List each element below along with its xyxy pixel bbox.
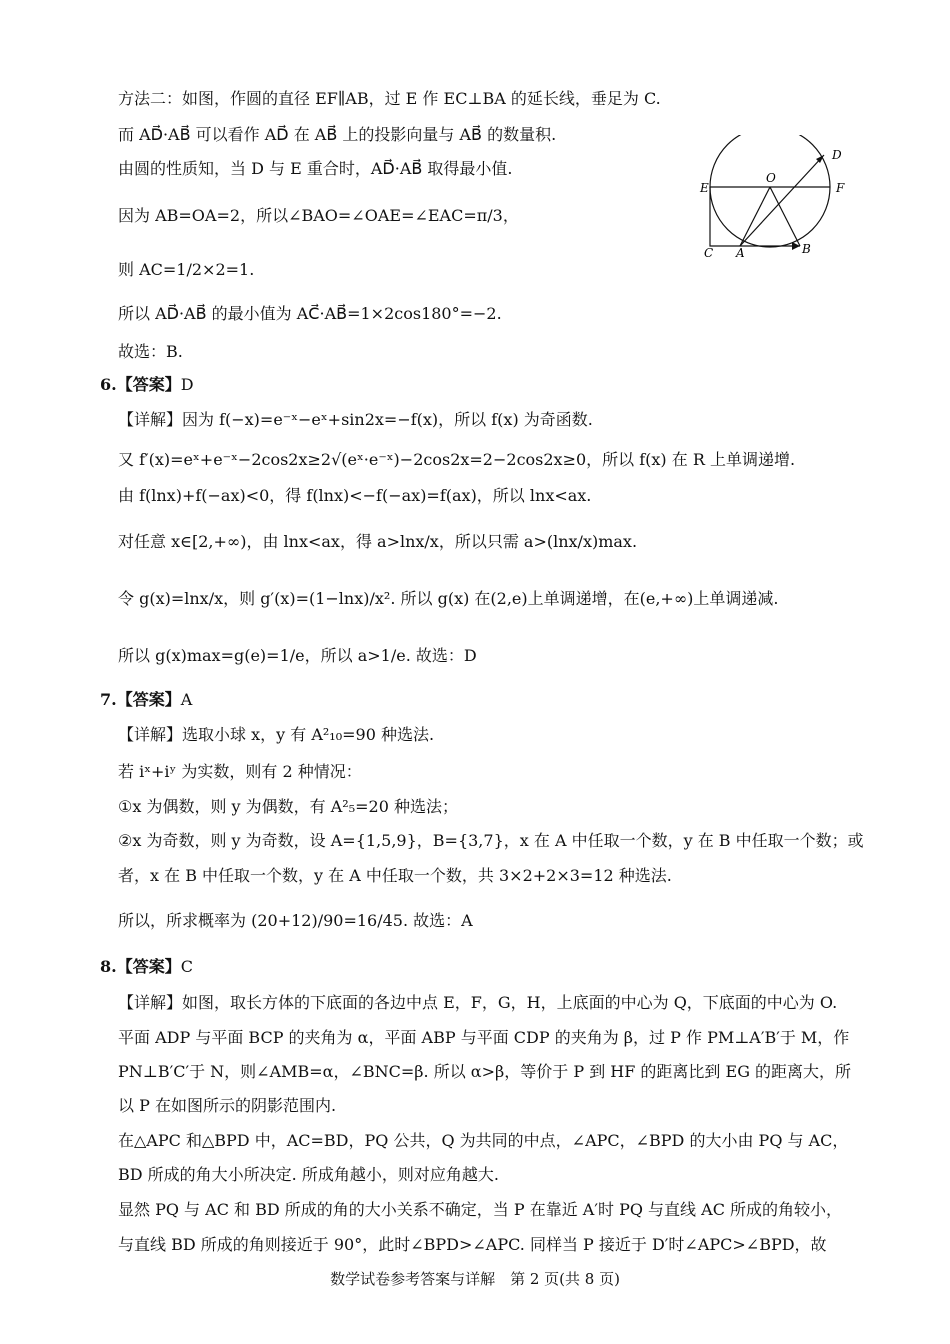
q8-line-2: 平面 ADP 与平面 BCP 的夹角为 α，平面 ABP 与平面 CDP 的夹角为 β，过 P 作 PM⊥A′B′于 M，作: [118, 1028, 850, 1047]
q8-line-3: PN⊥B′C′于 N，则∠AMB=α，∠BNC=β. 所以 α>β，等价于 P 到 HF 的距离比到 EG 的距离大，所: [118, 1062, 852, 1081]
method2-line-2: 而 AD⃗·AB⃗ 可以看作 AD⃗ 在 AB⃗ 上的投影向量与 AB⃗ 的数量积.: [118, 125, 557, 144]
q7-answer: A: [180, 690, 193, 709]
q6-line-6: 所以 g(x)max=g(e)=1/e，所以 a>1/e. 故选：D: [118, 646, 477, 665]
method2-line-7: 故选：B.: [118, 342, 183, 361]
q7-line-6: 所以，所求概率为 (20+12)/90=16/45. 故选：A: [118, 911, 473, 930]
label-f: F: [836, 181, 845, 195]
method2-line-1: 方法二：如图，作圆的直径 EF∥AB，过 E 作 EC⊥BA 的延长线，垂足为 C.: [118, 89, 661, 108]
method2-line-5: 则 AC=1/2×2=1.: [118, 260, 255, 279]
q7-header: 7.【答案】: [100, 690, 181, 709]
q8-header: 8.【答案】: [100, 957, 181, 976]
q6-line-5: 令 g(x)=lnx/x，则 g′(x)=(1−lnx)/x². 所以 g(x) 在(2,e)上单调递增，在(e,+∞)上单调递减.: [118, 589, 779, 608]
label-d: D: [832, 148, 842, 162]
page-footer: 数学试卷参考答案与详解 第 2 页(共 8 页): [330, 1270, 620, 1288]
q8-line-7: 显然 PQ 与 AC 和 BD 所成的角的大小关系不确定，当 P 在靠近 A′时 PQ 与直线 AC 所成的角较小，: [118, 1200, 843, 1219]
q6-line-4: 对任意 x∈[2,+∞)，由 lnx<ax，得 a>lnx/x，所以只需 a>(lnx/x)max.: [118, 532, 638, 551]
method2-line-3: 由圆的性质知，当 D 与 E 重合时，AD⃗·AB⃗ 取得最小值.: [118, 159, 513, 178]
label-e: E: [700, 181, 709, 195]
q6-heading: [100, 374, 194, 396]
q7-line-2: 若 iˣ+iʸ 为实数，则有 2 种情况：: [118, 762, 362, 781]
q6-header: 6.【答案】: [100, 375, 181, 394]
label-o: O: [766, 171, 776, 185]
q6-line-2: 又 f′(x)=eˣ+e⁻ˣ−2cos2x≥2√(eˣ·e⁻ˣ)−2cos2x=2−2cos2x≥0，所以 f(x) 在 R 上单调递增.: [118, 450, 796, 469]
q7-line-4: ②x 为奇数，则 y 为奇数，设 A={1,5,9}，B={3,7}，x 在 A 中任取一个数，y 在 B 中任取一个数；或: [118, 831, 864, 850]
label-c: C: [704, 246, 714, 260]
label-b: B: [802, 242, 811, 256]
q7-heading: [100, 689, 192, 711]
q6-line-1: 【详解】因为 f(−x)=e⁻ˣ−eˣ+sin2x=−f(x)，所以 f(x) 为奇函数.: [118, 410, 593, 429]
q7-line-1: 【详解】选取小球 x，y 有 A²₁₀=90 种选法.: [118, 725, 435, 744]
q8-line-4: 以 P 在如图所示的阴影范围内.: [118, 1096, 337, 1115]
label-a: A: [736, 246, 745, 260]
q6-line-3: 由 f(lnx)+f(−ax)<0，得 f(lnx)<−f(−ax)=f(ax)，所以 lnx<ax.: [118, 486, 592, 505]
q8-answer: C: [180, 957, 193, 976]
q8-line-5: 在△APC 和△BPD 中，AC=BD，PQ 公共，Q 为共同的中点，∠APC，∠BPD 的大小由 PQ 与 AC，: [118, 1131, 849, 1150]
method2-line-6: 所以 AD⃗·AB⃗ 的最小值为 AC⃗·AB⃗=1×2cos180°=−2.: [118, 304, 502, 323]
circle-geometry-figure: [696, 135, 861, 265]
q8-line-6: BD 所成的角大小所决定. 所成角越小，则对应角越大.: [118, 1165, 499, 1184]
q6-answer: D: [180, 375, 194, 394]
method2-line-4: 因为 AB=OA=2，所以∠BAO=∠OAE=∠EAC=π/3，: [118, 206, 519, 225]
q8-line-8: 与直线 BD 所成的角则接近于 90°，此时∠BPD>∠APC. 同样当 P 接近于 D′时∠APC>∠BPD，故: [118, 1235, 827, 1254]
q7-line-5: 者，x 在 B 中任取一个数，y 在 A 中任取一个数，共 3×2+2×3=12 种选法.: [118, 866, 672, 885]
q7-line-3: ①x 为偶数，则 y 为偶数，有 A²₅=20 种选法；: [118, 797, 458, 816]
q8-line-1: 【详解】如图，取长方体的下底面的各边中点 E，F，G，H，上底面的中心为 Q，下底面的中心为 O.: [118, 993, 838, 1012]
q8-heading: [100, 956, 193, 978]
